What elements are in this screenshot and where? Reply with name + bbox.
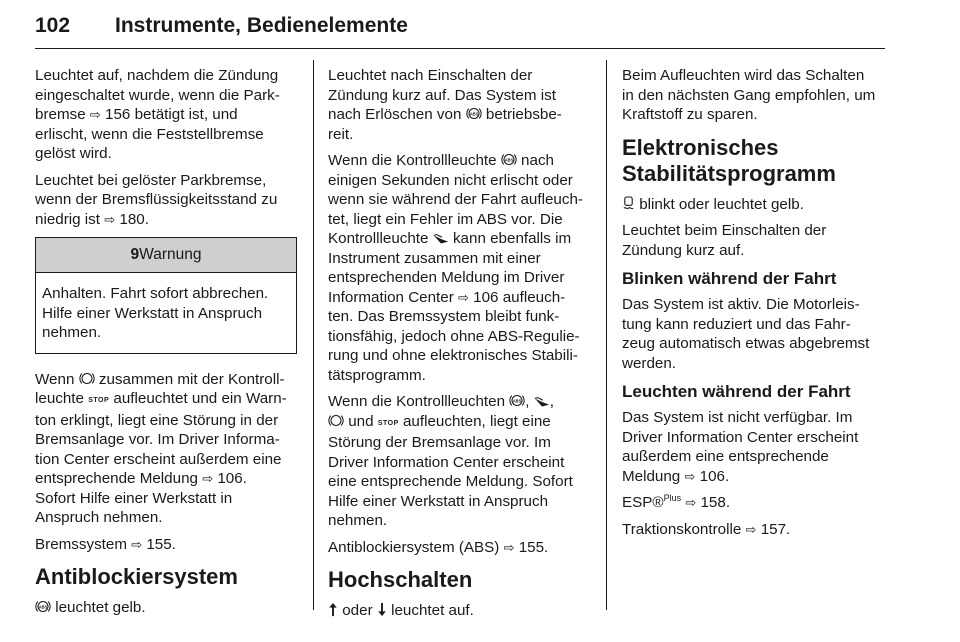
page-ref-arrow-icon[interactable]: ⇨: [89, 107, 101, 122]
abs-icon: [509, 393, 525, 408]
warning-icon: 9: [130, 246, 140, 263]
paragraph: oder leuchtet auf.: [328, 601, 596, 621]
paragraph: Das System ist aktiv. Die Motorleis- tung kann reduziert und das Fahr- zeug automatisch etwas abgebremst werden.: [622, 296, 870, 372]
paragraph: blinkt oder leuchtet gelb.: [622, 195, 890, 215]
paragraph: Wenn zusammen mit der Kontroll- leuchte STOP aufleuchtet und ein Warn- ton erklingt, liegt eine Störung in der Bremsanlage vor. Im Driver Informa- tion Center erscheint außerdem eine entsprechende Meldung ⇨ 106. Sofort Hilfe einer Werkstatt in Anspruch nehmen.: [35, 370, 287, 526]
stop-icon: STOP: [377, 419, 399, 427]
shift-up-icon: [328, 602, 338, 617]
paragraph: Leuchtet auf, nachdem die Zündung eingeschaltet wurde, wenn die Park- bremse ⇨ 156 betätigt ist, und erlischt, wenn die Feststellbremse gelöst wird.: [35, 67, 280, 162]
page-ref-arrow-icon[interactable]: ⇨: [131, 536, 143, 552]
page-header: [35, 12, 885, 50]
abs-icon: [466, 106, 482, 121]
page-ref-arrow-icon[interactable]: ⇨: [458, 289, 469, 305]
brake-warning-icon: [79, 371, 95, 386]
page-ref-arrow-icon[interactable]: ⇨: [684, 468, 696, 484]
warning-box: [35, 237, 297, 354]
heading-leuchten: Leuchten während der Fahrt: [622, 382, 851, 401]
page-ref-arrow-icon[interactable]: ⇨: [685, 495, 697, 510]
warning-body: Anhalten. Fahrt sofort abbrechen. Hilfe einer Werkstatt in Anspruch nehmen.: [42, 285, 269, 341]
esp-icon: [622, 196, 635, 211]
page-title: Instrumente, Bedienelemente: [115, 14, 408, 37]
heading-esp: Elektronisches Stabilitätsprogramm: [622, 134, 836, 186]
paragraph: Leuchtet bei gelöster Parkbremse, wenn der Bremsflüssigkeitsstand zu niedrig ist ⇨ 180.: [35, 171, 278, 228]
paragraph: Antiblockiersystem (ABS) ⇨ 155.: [328, 538, 549, 556]
warning-title: Warnung: [139, 246, 202, 263]
brake-warning-icon: [328, 413, 344, 428]
page-ref-arrow-icon[interactable]: ⇨: [104, 211, 116, 227]
stop-icon: STOP: [88, 397, 110, 404]
paragraph: Traktionskontrolle ⇨ 157.: [622, 520, 791, 538]
heading-antiblockiersystem: Antiblockiersystem: [35, 564, 238, 589]
header-divider: [35, 48, 885, 49]
paragraph: Leuchtet beim Einschalten der Zündung kurz auf.: [622, 222, 827, 259]
warning-header: [36, 238, 296, 273]
column-divider-2: [606, 60, 607, 610]
paragraph: Wenn die Kontrollleuchten , , und STOP aufleuchten, liegt eine Störung der Bremsanlage vor. Im Driver Information Center erscheint eine entsprechende Meldung. Sofort Hilfe einer Werkstatt in Anspruch nehmen.: [328, 393, 573, 529]
paragraph: ESP®$^{Plus}$ ⇨ 158.: [622, 492, 731, 511]
paragraph: Das System ist nicht verfügbar. Im Driver Information Center erscheint außerdem eine entsprechende Meldung ⇨ 106.: [622, 409, 859, 485]
hill-descent-icon: [534, 396, 550, 408]
page-ref-arrow-icon[interactable]: ⇨: [745, 521, 757, 537]
column-divider-1: [313, 60, 314, 610]
abs-icon: [35, 599, 51, 614]
paragraph: Leuchtet nach Einschalten der Zündung kurz auf. Das System ist nach Erlöschen von betriebsbe- reit.: [328, 67, 562, 143]
paragraph: Beim Aufleuchten wird das Schalten in den nächsten Gang empfohlen, um Kraftstoff zu sparen.: [622, 67, 876, 123]
abs-icon: [501, 152, 517, 167]
heading-hochschalten: Hochschalten: [328, 567, 473, 592]
paragraph: leuchtet gelb.: [35, 598, 297, 618]
paragraph: Wenn die Kontrollleuchte nach einigen Sekunden nicht erlischt oder wenn sie während der Fahrt aufleuch- tet, liegt ein Fehler im ABS vor. Die Kontrollleuchte kann ebenfalls im Instrument zusammen mit einer entsprechenden Meldung im Driver Information Center ⇨ 106 aufleuch- ten. Das Bremssystem bleibt funk- tionsfähig, jedoch ohne ABS-Regulie- rung und ohne elektronisches Stabili- tätsprogramm.: [328, 152, 583, 384]
column-1: [35, 66, 297, 625]
page-ref-arrow-icon[interactable]: ⇨: [503, 539, 515, 555]
page-number: 102: [35, 14, 71, 37]
heading-blinken: Blinken während der Fahrt: [622, 269, 837, 288]
page-ref-arrow-icon[interactable]: ⇨: [202, 471, 214, 486]
shift-down-icon: [377, 602, 387, 617]
hill-descent-icon: [433, 233, 449, 245]
paragraph: Bremssystem ⇨ 155.: [35, 535, 176, 553]
column-3: [622, 66, 890, 546]
column-2: [328, 66, 596, 628]
